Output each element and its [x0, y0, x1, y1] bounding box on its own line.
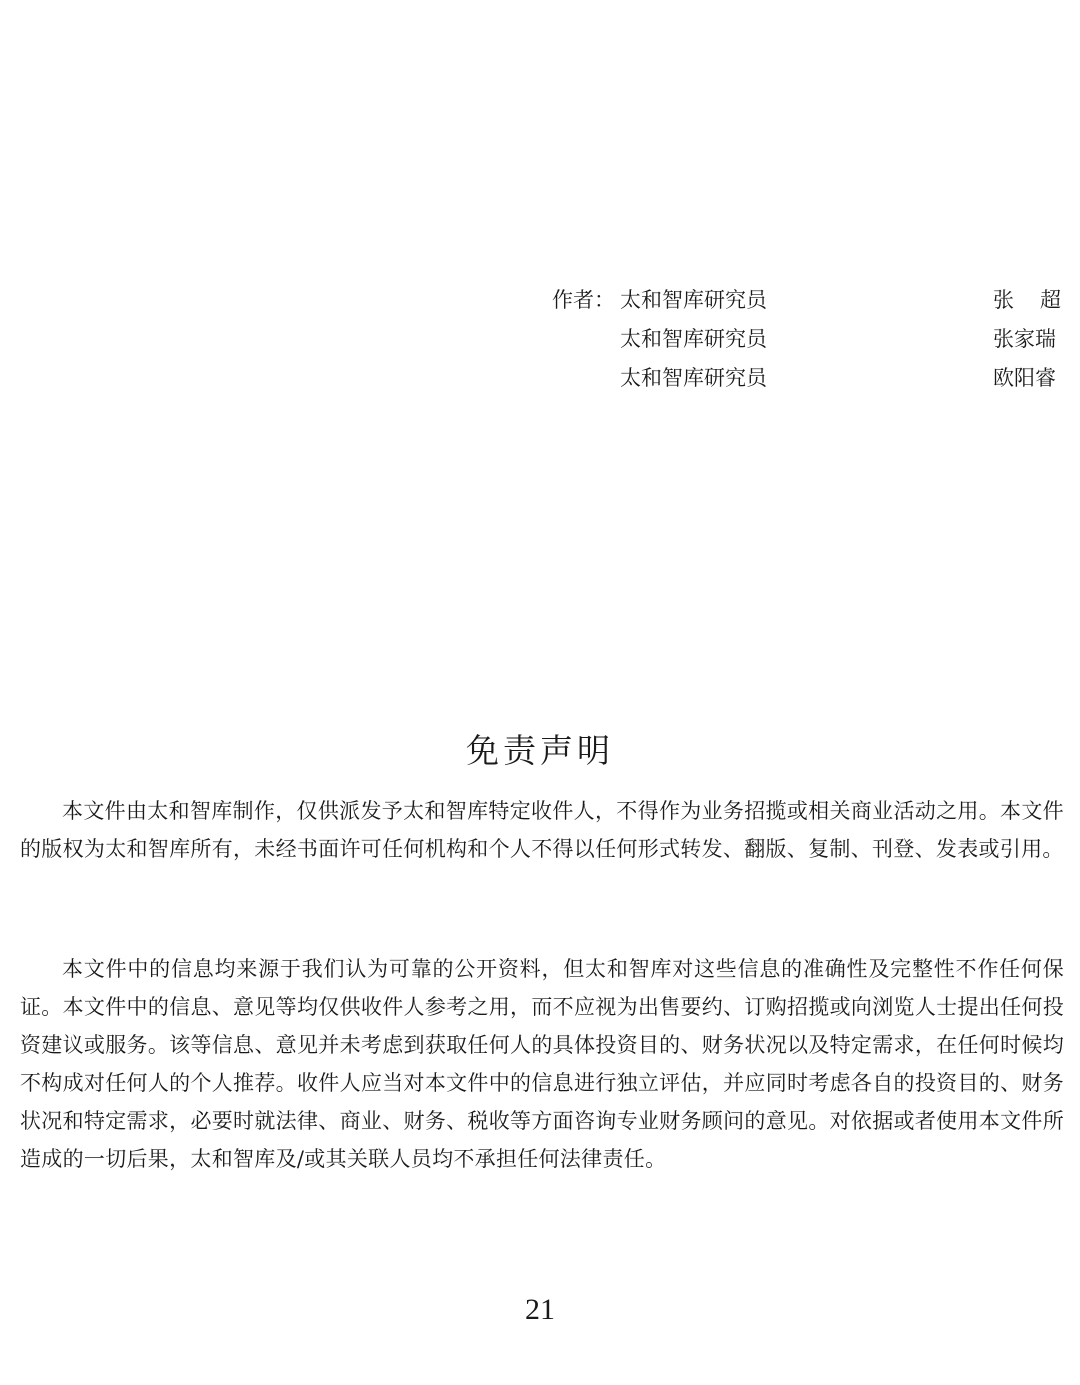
author-name	[993, 285, 1061, 315]
author-list	[0, 0, 1080, 420]
author-role: 太和智库研究员	[620, 366, 767, 390]
page-number: 21	[525, 1293, 555, 1326]
author-prefix: 作者：	[552, 288, 615, 312]
author-role: 太和智库研究员	[620, 327, 767, 351]
author-role: 太和智库研究员	[620, 288, 767, 312]
author-name: 欧阳睿	[993, 366, 1056, 390]
disclaimer-paragraph: 本文件由太和智库制作，仅供派发予太和智库特定收件人，不得作为业务招揽或相关商业活动之用。本文件的版权为太和智库所有，未经书面许可任何机构和个人不得以任何形式转发、翻版、复制、刊登、发表或引用。	[20, 799, 1064, 861]
disclaimer-title: 免责声明	[466, 731, 614, 770]
author-name-char: 张	[993, 288, 1014, 312]
author-name-char: 超	[1040, 288, 1061, 312]
author-name: 张家瑞	[993, 327, 1056, 351]
disclaimer-paragraph: 本文件中的信息均来源于我们认为可靠的公开资料，但太和智库对这些信息的准确性及完整性不作任何保证。本文件中的信息、意见等均仅供收件人参考之用，而不应视为出售要约、订购招揽或向浏览人士提出任何投资建议或服务。该等信息、意见并未考虑到获取任何人的具体投资目的、财务状况以及特定需求，在任何时候均不构成对任何人的个人推荐。收件人应当对本文件中的信息进行独立评估，并应同时考虑各自的投资目的、财务状况和特定需求，必要时就法律、商业、财务、税收等方面咨询专业财务顾问的意见。对依据或者使用本文件所造成的一切后果，太和智库及/或其关联人员均不承担任何法律责任。	[20, 957, 1064, 1171]
